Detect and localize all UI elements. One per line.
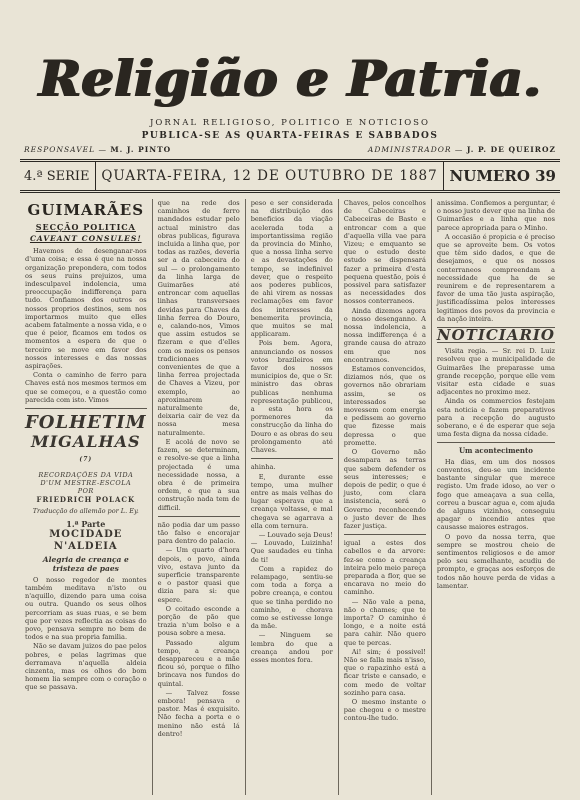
paragraph: Com a rapidez do relampago, sentiu-se com toda a força a pobre creança, e contou que se tinha perdido no caminho, e chorava como se estivesse longe da mãe. (250, 564, 333, 631)
folhetim-line: RECORDAÇÕES DA VIDA (38, 471, 134, 480)
paragraph: — Talvez fosse embora! pensava o pastor. Mas é exquisito. Não fecha a porta e o menino não está lá dentro! (157, 688, 240, 738)
article-kicker: CAVEANT CONSULES! (29, 234, 142, 243)
paragraph: O nosso regedor de montes também meditava n'isto ou n'aquillo, dizendo para uma coisa ou outra. Quando os seus olhos percorriam as suas ruas, e se bem que por vezes reflectia as coisas do povo, pensava sempre no bem de todos e na sua propria familia. (25, 575, 147, 642)
divider (443, 162, 444, 190)
paragraph: Não se davam juizos do pae pelos pobres, e pelas lagrimas que derramava n'aquella aldeia cinzenta, mas os olhos do bom homem lia sempre com o coração o que se passava. (25, 642, 147, 692)
paragraph: A occasião é propicia e é preciso que se aproveite bem. Os votos que têm sido dados, e que de desejamos, e que os nossos conterraneos compreendam a necessidade que ha de se reunirem e de representarem a favor de uma tão justa aspiração, justificadíssima pelos interesses legitimos dos povos da provincia e da nação inteira. (436, 232, 555, 323)
folhetim-subtitle: MIGALHAS $^{(7)}$ (30, 432, 141, 464)
paragraph: Ainda os commercios festejam esta noticia e fazem preparativos para a recepção do augusto soberano, e é de esperar que seja uma festa digna da nossa cidade. (436, 397, 555, 439)
issue-bar (20, 159, 560, 193)
administrador: ADMINISTRADOR — J. P. DE QUEIROZ (367, 145, 556, 154)
paragraph: Visita regia. — Sr. rei D. Luiz resolveu que a municipalidade de Guimarães lhe preparasse uma grande recepção, porque elle vem visitar esta cidade e suas adjacentes no proximo mez. (436, 347, 555, 397)
section-name: SECÇÃO POLITICA (35, 222, 136, 232)
paragraph: ahinha. (250, 463, 276, 472)
folhetim-author: FRIEDRICH POLACK (36, 495, 136, 505)
folhetim-line: POR (77, 487, 94, 496)
column-2 (153, 199, 246, 795)
paragraph: Ha dias, em um dos nossos conventos, deu-se um incidente bastante singular que merece registo. Um frade idoso, ao ver o fogo que ameaçava a sua cella, correu a buscar agua e, com ajuda de alguns vizinhos, conseguiu apagar o incendio antes que causasse maiores estragos. (436, 457, 555, 532)
paragraph: peso e ser considerada na distribuição dos beneficios da viação acelerada toda a importantissima região da provincia do Minho, que a nossa linha serve e as devastações do tempo, se indefinivel dever, que o respeito aos poderes publicos, de ahi virem as nossas reclamações em favor dos interesses da benemerita provincia, que muitos se mal applicaram. (250, 199, 333, 339)
publication-schedule: PUBLICA-SE AS QUARTA-FEIRAS E SABBADOS (141, 131, 439, 141)
column-3 (246, 199, 339, 795)
folhetim-line: D'UM MESTRE-ESCOLA (40, 479, 132, 488)
masthead (20, 0, 560, 154)
newspaper-title: Religião e Patria. (38, 49, 542, 108)
part-label: 1.ª Parte (66, 518, 106, 529)
chapter-title: Alegria de creança e tristeza de paes (42, 554, 129, 573)
paragraph: não podia dar um passo tão falso e encorajar para dentro do palacio. (157, 520, 240, 546)
paragraph: Chaves, pelos concelhos de Cabeceiras e Cabeceiras de Basto e entroncar com a que d'aquella villa vae para Vizeu; e emquanto se que o estudo deste estudo se dispensará fazer a primeira d'esta pequena questão, pois é possivel para satisfazer as necessidades dos nossos conterraneos. (343, 199, 426, 306)
paragraph: Estamos convencidos, diziamos nós, que os governos não obrariam assim, se os interessados se movessem com energia e pedissem ao governo que fizesse mais depressa o que promette. (343, 365, 426, 447)
section-heading: GUIMARÃES (27, 201, 145, 219)
divider (437, 442, 555, 443)
folhetim-translation: Traducção do allemão por L. Ey. (32, 506, 139, 515)
folhetim-title: FOLHETIM (25, 412, 147, 434)
part-title: MOCIDADE N'ALDEIA (49, 528, 123, 552)
paragraph: anissima. Confiemos a perguntar, é o nosso justo dever que na linha de Guimarães e a linha que nos parece apropriada para o Minho. (436, 199, 555, 232)
paragraph: — Um quarto d'hora depois, o povo, ainda vivo, estava junto da superficie transparente e o pastor quasi que dizia para si: que espere. (157, 546, 240, 604)
paragraph: — Louvado seja Deus! — Louvado, Luizinha! Que saudades eu tinha de ti! (250, 530, 333, 564)
paragraph: Passado algum tempo, a creança desappareceu e a mãe ficou só, porque o filho brincava nos fundos do quintal. (157, 638, 240, 688)
paragraph: E acolá de novo se fazem, se determinam, e resolve-se que a linha projectada é uma necessidade nossa, a obra é de primeira ordem, e que a sua construção nada tem de difficil. (157, 437, 240, 512)
paragraph: Ainda dizemos agora o nosso desenganno. A nossa indolencia, a nossa indifferença é a grande causa do atrazo em que nos encontramos. (343, 306, 426, 364)
paragraph: O coitado esconde a porção de pão que trazia n'um bolso e a pousa sobre a mesa. (157, 604, 240, 638)
noticiario-title: NOTICIARIO (436, 326, 555, 345)
paragraph: O povo da nossa terra, que sempre se mostrou cheio de sentimentos religiosos e de amor pelo seu semelhante, acudiu de prompto, e graças aos esforços de todos não houve perda de vidas a lamentar. (436, 532, 555, 590)
issue-date: QUARTA-FEIRA, 12 DE OUTUBRO DE 1887 (101, 168, 438, 184)
paragraph: — Não vale a pena, não o chames; que te importa? O caminho é longo, e a noite está para cahir. Não quero que te percas. (343, 597, 426, 647)
paragraph: O Governo não desampara as terras que sabem defender os seus interesses; e depois de pedir, o que é justo, com clara insistencia, será o Governo reconhecendo o justo dever de lhes fazer justiça. (343, 448, 426, 530)
paragraph: — Ninguem se lembra do que a creança andou por esses montes fora. (250, 631, 333, 664)
staff-line (20, 145, 560, 154)
paragraph: igual a estes dos cabellos e da arvore: fez-se como a creança inteira pelo meio pareça preparada a flor, que se encarava no meio do caminho. (343, 539, 426, 597)
issue-number: NUMERO 39 (449, 167, 556, 185)
paragraph: que na rede dos caminhos de ferro mandados estudar pelo actual ministro das obras publicas, figurava incluida a linha que, por todas as razões, deveria ser a da cabeceira do sul — o prolongamento da linha larga de Guimarães até entroncar com aquellas linhas transversaes devidas para Chaves da linha ferrea do Douro, e, calando-nos, Vimos que assim estudos se fizeram e que d'elles com os meios os pensos tradicionaes convenientes de que a linha ferrea projectada de Chaves a Vizeu, por exemplo, ao aproximarem naturalmente de, deixaria cair de vez da nossa mesa naturalmente. (157, 199, 240, 437)
column-5 (432, 199, 560, 795)
paragraph: E, durante esse tempo, uma mulher entre as mais velhas do lugar esperava que a creança voltasse, e mal chegava se agarrava a ella com ternura. (250, 472, 333, 530)
paragraph: O mesmo instante o pae chegou e o mestre contou-lhe tudo. (343, 697, 426, 723)
divider (95, 162, 96, 190)
divider (158, 516, 240, 517)
paragraph: Ai! sim; é possivel! Não se falla mais n'isso, que o rapazinho está a ficar triste e cansado, e com medo de voltar sozinho para casa. (343, 647, 426, 697)
paragraph: Pois bem. Agora, annunciando os nossos votos brazileiros em favor dos nossos municipios de, que o Sr. ministro das obras publicas nenhuma representação publicou, a esta hora os pormenores da construcção da linha do Douro e as obras do seu prolongamento até Chaves. (250, 339, 333, 455)
responsavel: RESPONSAVEL — M. J. PINTO (24, 145, 172, 154)
column-4 (339, 199, 432, 795)
article-columns (20, 199, 560, 795)
paragraph: Conta o caminho de ferro para Chaves está nos mesmos termos em que se começou, e a questão como parecida com isto. Vimos (25, 371, 147, 404)
issue-serie: 4.ª SERIE (24, 168, 90, 184)
divider (251, 458, 333, 459)
divider (344, 534, 426, 535)
paragraph: Havemos de desenganar-nos d'uma coisa; e essa é que na nossa organização prepondera, com todos os seus ruins prejuizos, uma indesculpavel indolencia, uma preoccupação indifferença para tudo. Confiamos dos outros os nossos proprios destinos, sem nos importarmos muito que elles acabem fatalmente a nossa vida, e o que é peior, ficamos em todos os momentos a espera de que o terceiro se move em favor dos nossos interesses e das nossas aspirações. (25, 247, 147, 371)
column-1 (20, 199, 153, 795)
folhetim-note: (7) (79, 456, 93, 464)
divider (25, 408, 147, 409)
newspaper-subtitle: JORNAL RELIGIOSO, POLITICO E NOTICIOSO (150, 118, 430, 128)
news-heading: Um acontecimento (458, 446, 533, 456)
